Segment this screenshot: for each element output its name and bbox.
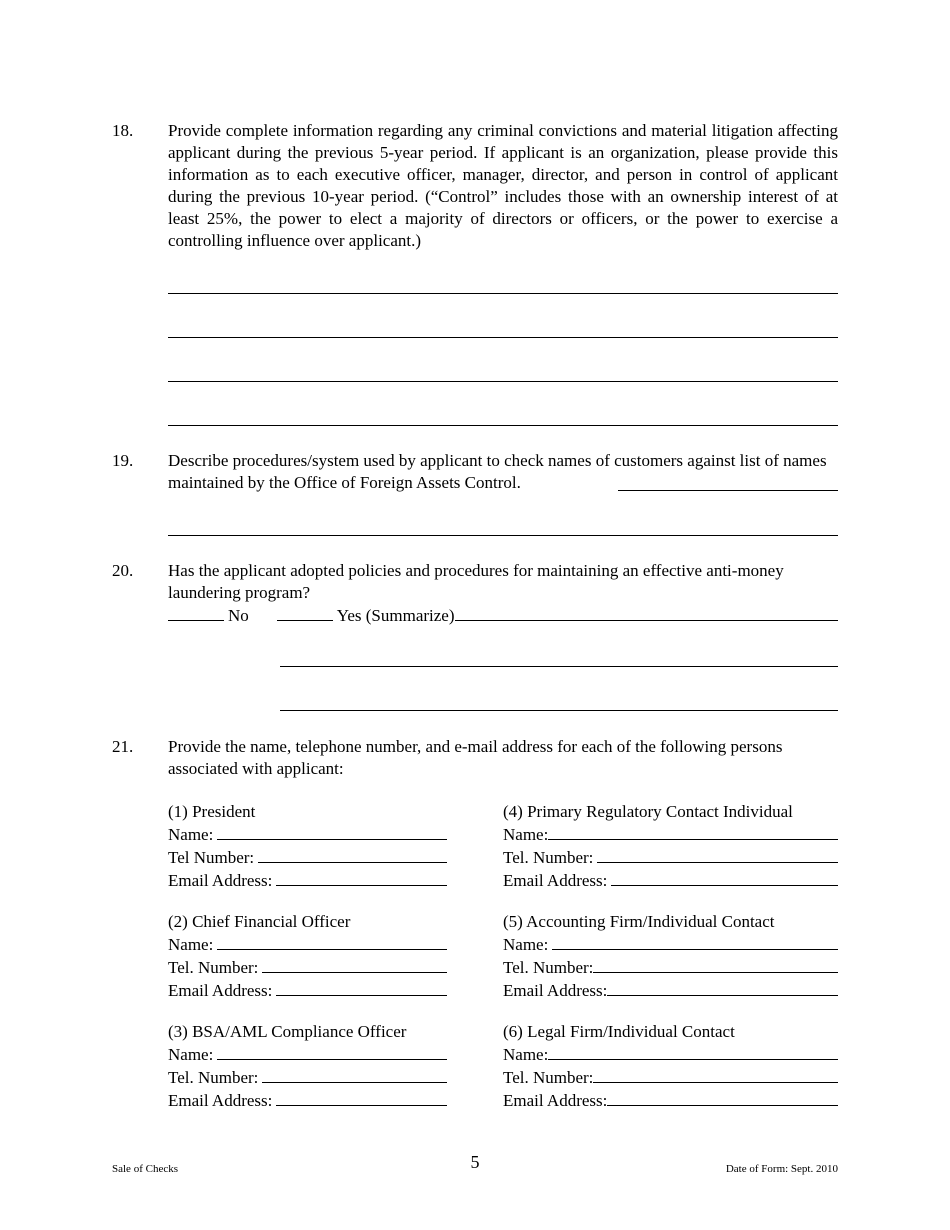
- bsa-email-field[interactable]: [276, 1089, 447, 1106]
- contact-title: (2) Chief Financial Officer: [168, 912, 351, 931]
- question-21-text: Provide the name, telephone number, and e-mail address for each of the following persons associated with applicant:: [168, 737, 783, 778]
- question-19-text: Describe procedures/system used by applicant to check names of customers against list of names maintained by the Office of Foreign Assets Control.: [168, 451, 827, 492]
- contact-title: (3) BSA/AML Compliance Officer: [168, 1022, 407, 1041]
- answer-line-18-1[interactable]: [168, 293, 838, 294]
- email-label: Email Address:: [503, 981, 608, 1000]
- name-label: Name:: [168, 1045, 214, 1064]
- footer-form-date: Date of Form: Sept. 2010: [725, 1163, 838, 1175]
- cfo-tel-field[interactable]: [262, 956, 447, 973]
- name-label: Name:: [503, 1045, 549, 1064]
- legal-tel-field[interactable]: [593, 1066, 838, 1083]
- answer-line-19-inline[interactable]: [618, 490, 838, 491]
- email-label: Email Address:: [168, 1091, 273, 1110]
- name-label: Name:: [503, 825, 549, 844]
- question-21-number: 21.: [112, 737, 134, 756]
- accounting-email-field[interactable]: [607, 979, 838, 996]
- email-label: Email Address:: [168, 981, 273, 1000]
- answer-line-19-1[interactable]: [168, 535, 838, 536]
- tel-label: Tel. Number:: [503, 958, 594, 977]
- question-19-number: 19.: [112, 451, 134, 470]
- cfo-email-field[interactable]: [276, 979, 447, 996]
- president-name-field[interactable]: [217, 823, 447, 840]
- question-20-options: [168, 604, 838, 627]
- contact-title: (6) Legal Firm/Individual Contact: [503, 1022, 735, 1041]
- name-label: Name:: [503, 935, 549, 954]
- email-label: Email Address:: [503, 1091, 608, 1110]
- yes-blank[interactable]: [277, 604, 333, 621]
- contact-block-regulatory: [503, 801, 838, 892]
- question-20-number: 20.: [112, 561, 134, 580]
- tel-label: Tel. Number:: [168, 1068, 259, 1087]
- question-20-text: Has the applicant adopted policies and procedures for maintaining an effective anti-money laundering program?: [168, 561, 784, 602]
- contact-title: (5) Accounting Firm/Individual Contact: [503, 912, 775, 931]
- answer-line-18-4[interactable]: [168, 425, 838, 426]
- tel-label: Tel. Number:: [503, 1068, 594, 1087]
- contact-block-cfo: [168, 911, 447, 1002]
- tel-label: Tel Number:: [168, 848, 255, 867]
- contact-block-accounting: [503, 911, 838, 1002]
- no-blank[interactable]: [168, 604, 224, 621]
- accounting-tel-field[interactable]: [593, 956, 838, 973]
- summary-line-3[interactable]: [280, 710, 838, 711]
- cfo-name-field[interactable]: [217, 933, 447, 950]
- page-number: 5: [470, 1152, 480, 1172]
- yes-label: Yes (Summarize): [336, 606, 455, 625]
- question-19-block: [168, 450, 838, 494]
- answer-line-18-2[interactable]: [168, 337, 838, 338]
- contact-block-bsa-officer: [168, 1021, 447, 1112]
- bsa-tel-field[interactable]: [262, 1066, 447, 1083]
- name-label: Name:: [168, 825, 214, 844]
- contact-block-legal: [503, 1021, 838, 1112]
- contact-title: (4) Primary Regulatory Contact Individual: [503, 802, 793, 821]
- name-label: Name:: [168, 935, 214, 954]
- summary-line-2[interactable]: [280, 666, 838, 667]
- regulatory-email-field[interactable]: [611, 869, 838, 886]
- regulatory-tel-field[interactable]: [597, 846, 838, 863]
- contact-title: (1) President: [168, 802, 256, 821]
- bsa-name-field[interactable]: [217, 1043, 447, 1060]
- legal-name-field[interactable]: [548, 1043, 838, 1060]
- question-18-number: 18.: [112, 121, 134, 140]
- question-18-text: Provide complete information regarding any criminal convictions and material litigation affecting applicant during the previous 5-year period. If applicant is an organization, please provide this information as to each executive officer, manager, director, and person in control of applicant during the previous 10-year period. (“Control” includes those with an ownership interest of at least 25%, the power to elect a majority of directors or officers, or the power to exercise a controlling influence over applicant.): [168, 121, 838, 250]
- regulatory-name-field[interactable]: [548, 823, 838, 840]
- tel-label: Tel. Number:: [168, 958, 259, 977]
- tel-label: Tel. Number:: [503, 848, 594, 867]
- president-email-field[interactable]: [276, 869, 447, 886]
- footer-form-name: Sale of Checks: [112, 1163, 178, 1175]
- no-label: No: [228, 606, 249, 625]
- email-label: Email Address:: [168, 871, 273, 890]
- summary-line-1[interactable]: [455, 604, 838, 621]
- accounting-name-field[interactable]: [552, 933, 838, 950]
- legal-email-field[interactable]: [607, 1089, 838, 1106]
- answer-line-18-3[interactable]: [168, 381, 838, 382]
- contact-block-president: [168, 801, 447, 892]
- president-tel-field[interactable]: [258, 846, 447, 863]
- email-label: Email Address:: [503, 871, 608, 890]
